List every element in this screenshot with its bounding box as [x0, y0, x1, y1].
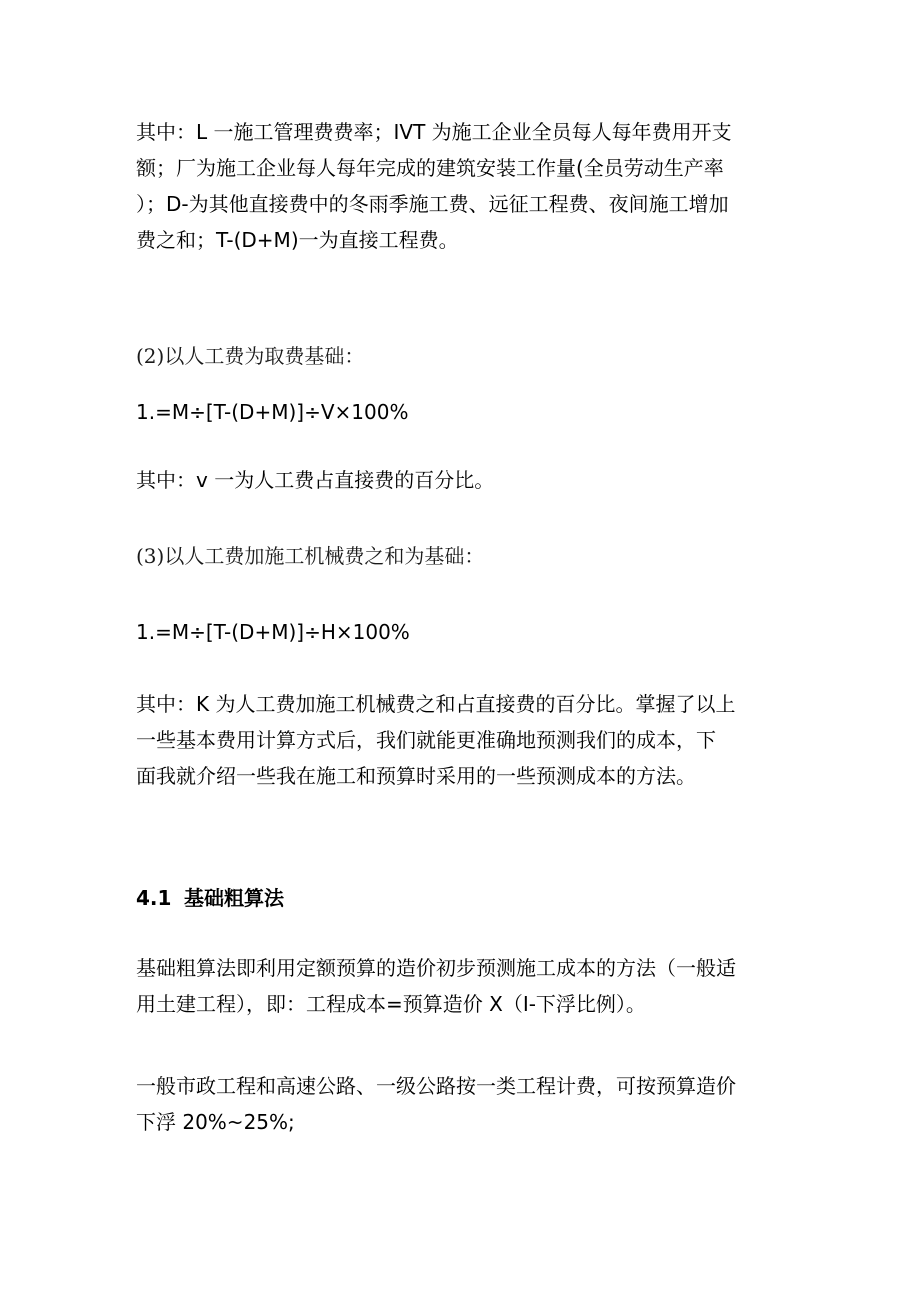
paragraph-cost-rate-definitions — [136, 114, 796, 258]
text-line: 下浮 20%~25%; — [136, 1110, 295, 1134]
paragraph-labor-basis-note: 其中：v 一为人工费占直接费的百分比。 — [136, 468, 495, 492]
text-line: 一些基本费用计算方式后，我们就能更准确地预测我们的成本，下 — [136, 728, 716, 752]
paragraph-municipal-highway-rate — [136, 1068, 796, 1140]
paragraph-labor-machine-note — [136, 686, 796, 794]
formula-labor-machine-basis: 1.=M÷[T-(D+M)]÷H×100% — [136, 620, 410, 644]
text-line: 面我就介绍一些我在施工和预算时采用的一些预测成本的方法。 — [136, 764, 696, 788]
text-line: 一般市政工程和高速公路、一级公路按一类工程计费，可按预算造价 — [136, 1074, 736, 1098]
text-line: 其中：L 一施工管理费费率；IVT 为施工企业全员每人每年费用开支 — [136, 120, 732, 144]
paragraph-rough-estimate-method — [136, 950, 796, 1022]
section-number: 4.1 — [136, 886, 172, 910]
formula-labor-basis: 1.=M÷[T-(D+M)]÷V×100% — [136, 400, 409, 424]
text-line: ）；D-为其他直接费中的冬雨季施工费、远征工程费、夜间施工增加 — [136, 192, 729, 216]
paragraph-labor-machine-basis-title: (3)以人工费加施工机械费之和为基础： — [136, 544, 485, 568]
paragraph-labor-basis-title: (2)以人工费为取费基础： — [136, 344, 365, 368]
section-heading-4-1 — [136, 880, 284, 916]
text-line: 用土建工程），即：工程成本=预算造价 X（I-下浮比例）。 — [136, 992, 646, 1016]
text-line: 基础粗算法即利用定额预算的造价初步预测施工成本的方法（一般适 — [136, 956, 736, 980]
text-line: 费之和；T-(D+M)一为直接工程费。 — [136, 228, 459, 252]
text-line: 其中：K 为人工费加施工机械费之和占直接费的百分比。掌握了以上 — [136, 692, 736, 716]
section-title: 基础粗算法 — [184, 886, 284, 910]
text-line: 额；厂为施工企业每人每年完成的建筑安装工作量(全员劳动生产率 — [136, 156, 724, 180]
